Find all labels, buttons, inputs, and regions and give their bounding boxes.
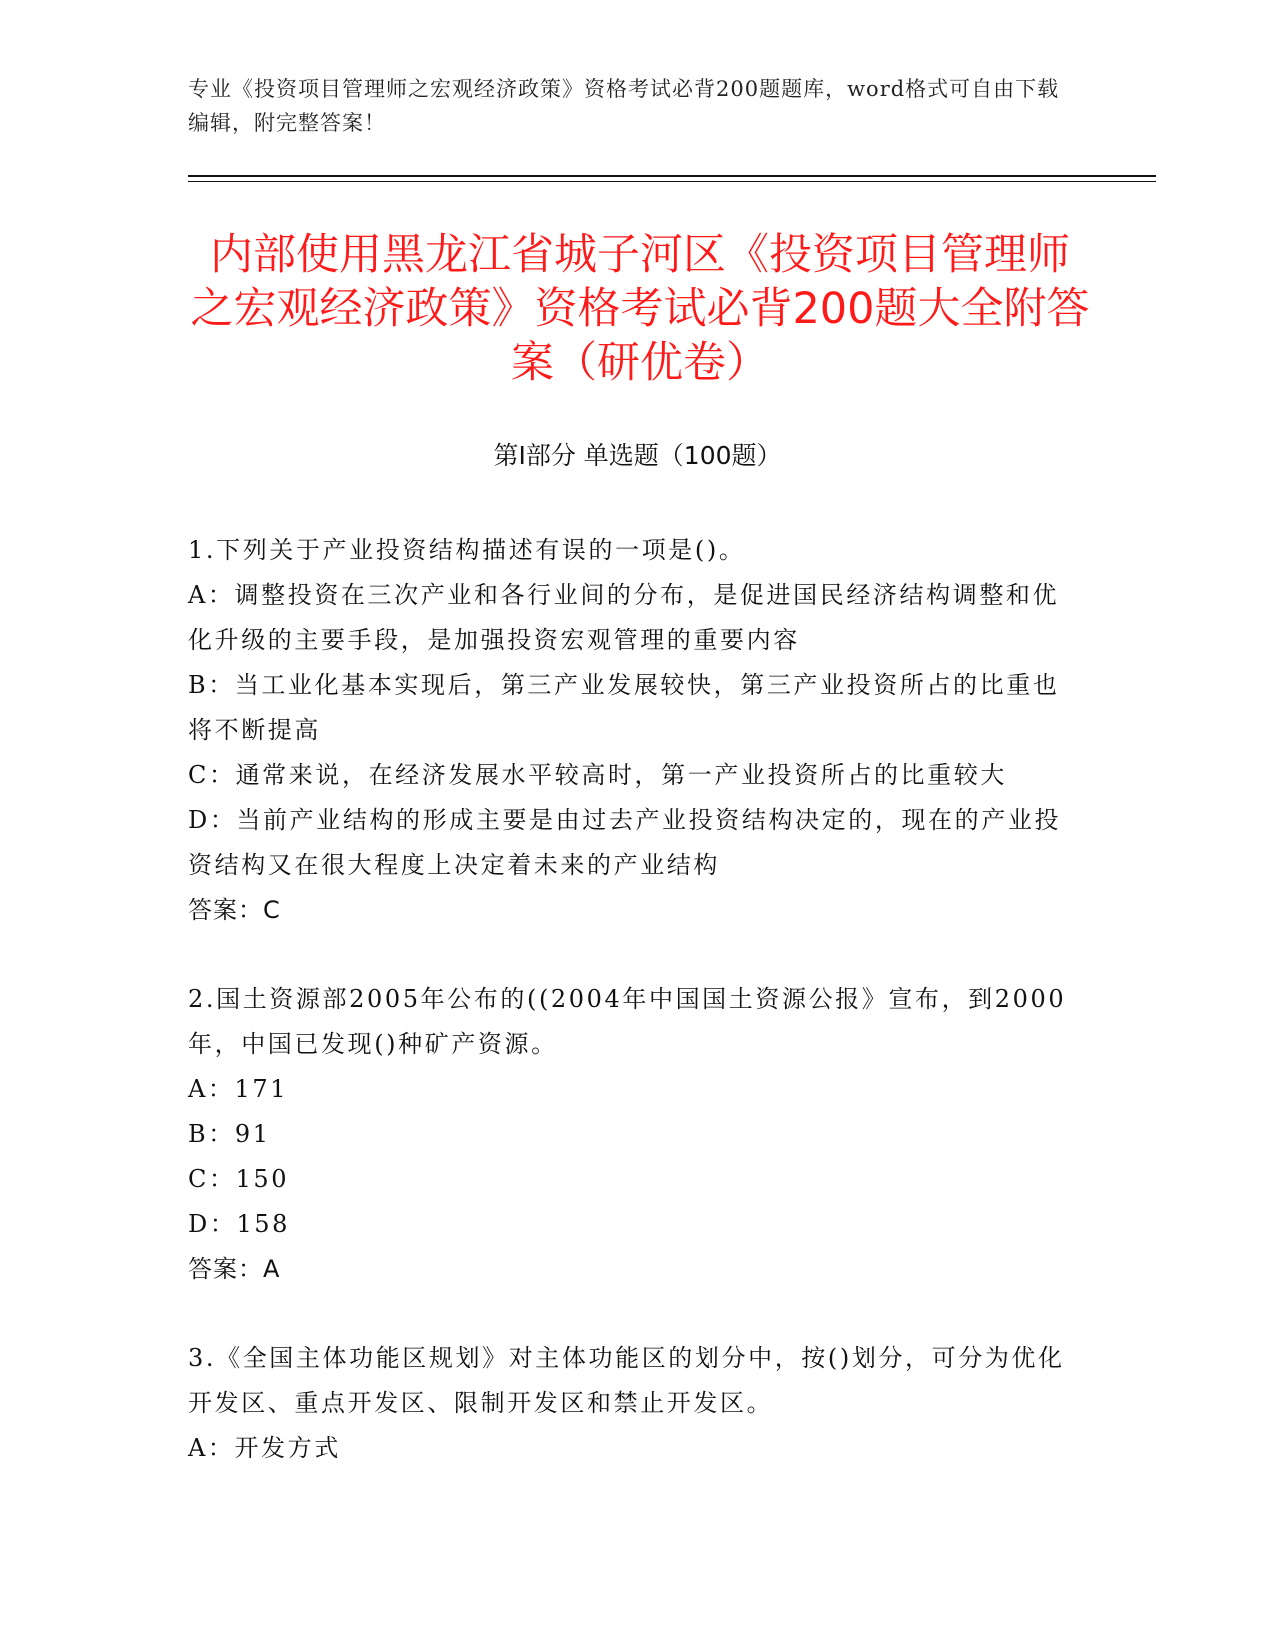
question-1 (188, 528, 1068, 933)
answer-line: 答案：C (188, 896, 281, 924)
document-title: 内部使用黑龙江省城子河区《投资项目管理师之宏观经济政策》资格考试必背200题大全附答案（研优卷） (190, 230, 1090, 388)
option-c: C：150 (188, 1165, 290, 1193)
question-stem: 1.下列关于产业投资结构描述有误的一项是()。 (188, 536, 746, 564)
option-a: A：开发方式 (188, 1434, 341, 1462)
header-rule-thin (188, 181, 1156, 182)
question-stem: 3.《全国主体功能区规划》对主体功能区的划分中，按()划分，可分为优化开发区、重点开发区、限制开发区和禁止开发区。 (188, 1344, 1065, 1417)
question-stem: 2.国土资源部2005年公布的((2004年中国国土资源公报》宣布，到2000年，中国已发现()种矿产资源。 (188, 985, 1067, 1058)
option-b: B：91 (188, 1120, 271, 1148)
option-b: B：当工业化基本实现后，第三产业发展较快，第三产业投资所占的比重也将不断提高 (188, 671, 1060, 744)
option-c: C：通常来说，在经济发展水平较高时，第一产业投资所占的比重较大 (188, 761, 1007, 789)
option-a: A：调整投资在三次产业和各行业间的分布，是促进国民经济结构调整和优化升级的主要手段，是加强投资宏观管理的重要内容 (188, 581, 1060, 654)
answer-line: 答案：A (188, 1255, 281, 1283)
header-rule-thick (188, 175, 1156, 177)
question-3 (188, 1336, 1068, 1471)
option-d: D：当前产业结构的形成主要是由过去产业投资结构决定的，现在的产业投资结构又在很大程度上决定着未来的产业结构 (188, 806, 1062, 879)
header-note: 专业《投资项目管理师之宏观经济政策》资格考试必背200题题库，word格式可自由下载编辑，附完整答案！ (188, 77, 1060, 135)
option-a: A：171 (188, 1075, 289, 1103)
section-title: 第Ⅰ部分 单选题（100题） (493, 441, 782, 470)
option-d: D：158 (188, 1210, 291, 1238)
question-2 (188, 977, 1068, 1292)
question-list (188, 528, 1068, 1515)
